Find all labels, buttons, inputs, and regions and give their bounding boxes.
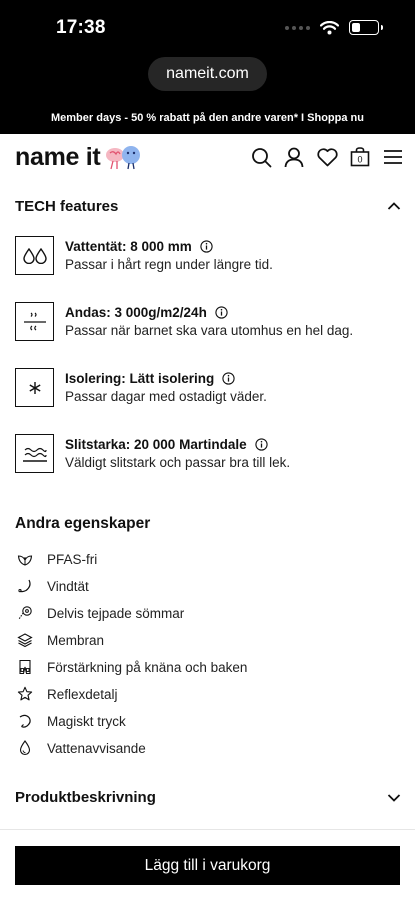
property-label: Membran: [47, 632, 105, 648]
property-label: Reflexdetalj: [47, 686, 118, 702]
feature-insulation: [15, 368, 405, 408]
cellular-icon: [285, 26, 310, 30]
header-actions: [249, 145, 405, 169]
divider: [0, 829, 415, 830]
wind-icon: [17, 578, 33, 594]
battery-icon: [349, 20, 379, 35]
feature-title: Andas: 3 000g/m2/24h: [65, 305, 228, 320]
feature-title: Isolering: Lätt isolering: [65, 371, 235, 386]
property-label: Delvis tejpade sömmar: [47, 605, 185, 621]
property-item: [17, 738, 146, 758]
info-icon[interactable]: [215, 306, 228, 319]
status-time: 17:38: [56, 17, 106, 38]
property-item: [17, 711, 126, 731]
url-field[interactable]: nameit.com: [148, 57, 267, 91]
info-icon[interactable]: [222, 372, 235, 385]
feature-title: Vattentät: 8 000 mm: [65, 239, 213, 254]
magic-print-icon: [17, 713, 33, 729]
feature-durability: [15, 434, 405, 474]
feature-description: Väldigt slitstark och passar bra till lek.: [65, 455, 291, 470]
property-item: [17, 684, 118, 704]
property-label: Vattenavvisande: [47, 740, 146, 756]
account-icon[interactable]: [282, 145, 306, 169]
chevron-down-icon[interactable]: [387, 793, 401, 803]
property-label: Magiskt tryck: [47, 713, 126, 729]
leaf-icon: [17, 551, 33, 567]
property-item: [17, 603, 184, 623]
property-label: Förstärkning på knäna och baken: [47, 659, 248, 675]
bag-count: 0: [357, 154, 363, 165]
info-icon[interactable]: [255, 438, 268, 451]
tech-features-title[interactable]: TECH features: [15, 198, 119, 215]
water-drops-icon: [15, 236, 54, 275]
add-to-cart-button[interactable]: Lägg till i varukorg: [15, 846, 400, 885]
layers-icon: [17, 632, 33, 648]
browser-bar: [0, 56, 415, 102]
bag-icon[interactable]: [348, 145, 372, 169]
property-label: PFAS-fri: [47, 551, 98, 567]
breathable-icon: [15, 302, 54, 341]
logo-text: name it: [15, 143, 101, 171]
wifi-icon: [320, 21, 339, 35]
search-icon[interactable]: [249, 145, 273, 169]
status-bar: [0, 0, 415, 56]
feature-breathable: [15, 302, 405, 342]
feature-waterproof: [15, 236, 405, 276]
feature-description: Passar när barnet ska vara utomhus en hel dag.: [65, 323, 354, 338]
heart-icon[interactable]: [315, 145, 339, 169]
feature-title: Slitstarka: 20 000 Martindale: [65, 437, 268, 452]
property-item: [17, 657, 247, 677]
tape-icon: [17, 605, 33, 621]
water-repellent-icon: [17, 740, 33, 756]
chevron-up-icon[interactable]: [387, 201, 401, 211]
durable-icon: [15, 434, 54, 473]
properties-title: Andra egenskaper: [15, 515, 151, 532]
property-item: [17, 576, 89, 596]
property-label: Vindtät: [47, 578, 89, 594]
site-header: [0, 134, 415, 182]
snowflake-icon: [15, 368, 54, 407]
info-icon[interactable]: [200, 240, 213, 253]
feature-description: Passar i hårt regn under längre tid.: [65, 257, 273, 272]
logo[interactable]: [15, 143, 142, 172]
property-item: [17, 549, 97, 569]
menu-icon[interactable]: [381, 145, 405, 169]
status-indicators: [285, 20, 379, 35]
promo-banner[interactable]: Member days - 50 % rabatt på den andre varen* I Shoppa nu: [0, 102, 415, 134]
logo-mascot-icon: [104, 144, 142, 172]
feature-description: Passar dagar med ostadigt väder.: [65, 389, 267, 404]
star-icon: [17, 686, 33, 702]
product-description-toggle[interactable]: Produktbeskrivning: [15, 789, 156, 806]
reinforcement-icon: [17, 659, 33, 675]
property-item: [17, 630, 104, 650]
